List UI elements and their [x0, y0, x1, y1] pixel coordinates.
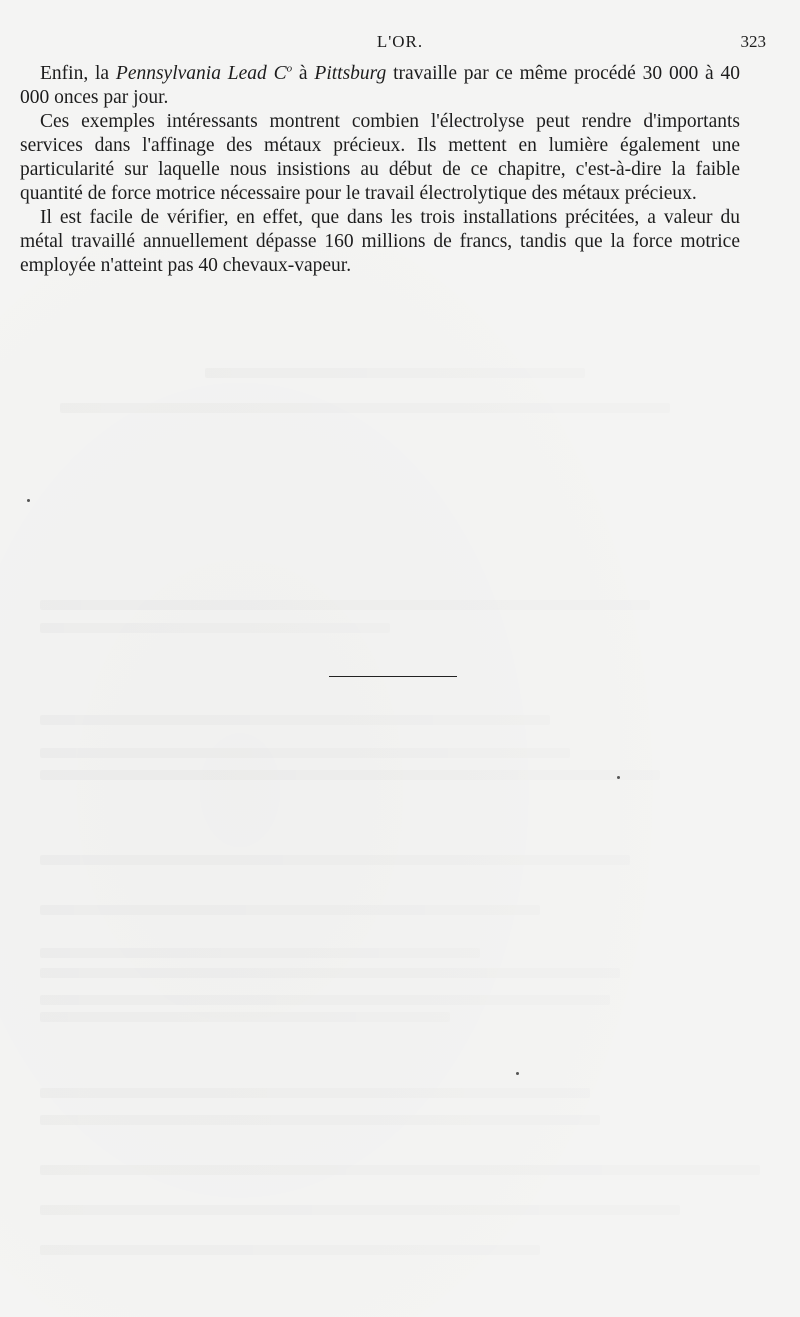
- show-through-line: [40, 855, 630, 865]
- paragraph-1-rest: travaille par ce même procédé 30 000 à 40 000 onces par jour.: [20, 63, 740, 108]
- show-through-line: [40, 600, 650, 610]
- paragraph-1-connector: à: [292, 63, 315, 84]
- show-through-line: [40, 995, 610, 1005]
- speck: [516, 1072, 519, 1075]
- show-through-line: [40, 1115, 600, 1125]
- running-title: L'OR.: [376, 32, 424, 51]
- show-through-line: [40, 1165, 760, 1175]
- paragraph-1: [20, 62, 740, 110]
- show-through-line: [40, 1088, 590, 1098]
- city-name: Pittsburg: [314, 63, 387, 84]
- show-through-line: [40, 948, 480, 958]
- paragraph-3: Il est facile de vérifier, en effet, que dans les trois installations précitées, a valeur du métal travaillé annuellement dépasse 160 millions de francs, tandis que la force motrice employée n'atteint pas 40 chevaux-vapeur.: [20, 207, 740, 276]
- show-through-line: [40, 1205, 680, 1215]
- show-through-line: [60, 403, 670, 413]
- paragraph-2: Ces exemples intéressants montrent combien l'électrolyse peut rendre d'importants services dans l'affinage des métaux précieux. Ils mettent en lumière également une particularité sur laquelle nous insistions au début de ce chapitre, c'est-à-dire la faible quantité de force motrice nécessaire pour le travail électrolytique des métaux précieux.: [20, 111, 740, 204]
- company-name: [116, 63, 292, 84]
- speck: [617, 776, 620, 779]
- show-through-line: [40, 968, 620, 978]
- show-through-line: [40, 623, 390, 633]
- show-through-line: [40, 715, 550, 725]
- show-through-line: [40, 905, 540, 915]
- show-through-line: [40, 1012, 450, 1022]
- show-through-line: [40, 748, 570, 758]
- paragraph-1-lead: Enfin, la: [40, 63, 116, 84]
- body-text: [20, 62, 740, 278]
- page-number: 323: [740, 32, 766, 51]
- company-name-text: Pennsylvania Lead C: [115, 63, 287, 84]
- show-through-line: [40, 1245, 540, 1255]
- show-through-line: [205, 368, 585, 378]
- speck: [27, 499, 30, 502]
- show-through-line: [40, 770, 660, 780]
- section-divider-rule: [329, 676, 457, 677]
- company-superscript: o: [286, 62, 293, 75]
